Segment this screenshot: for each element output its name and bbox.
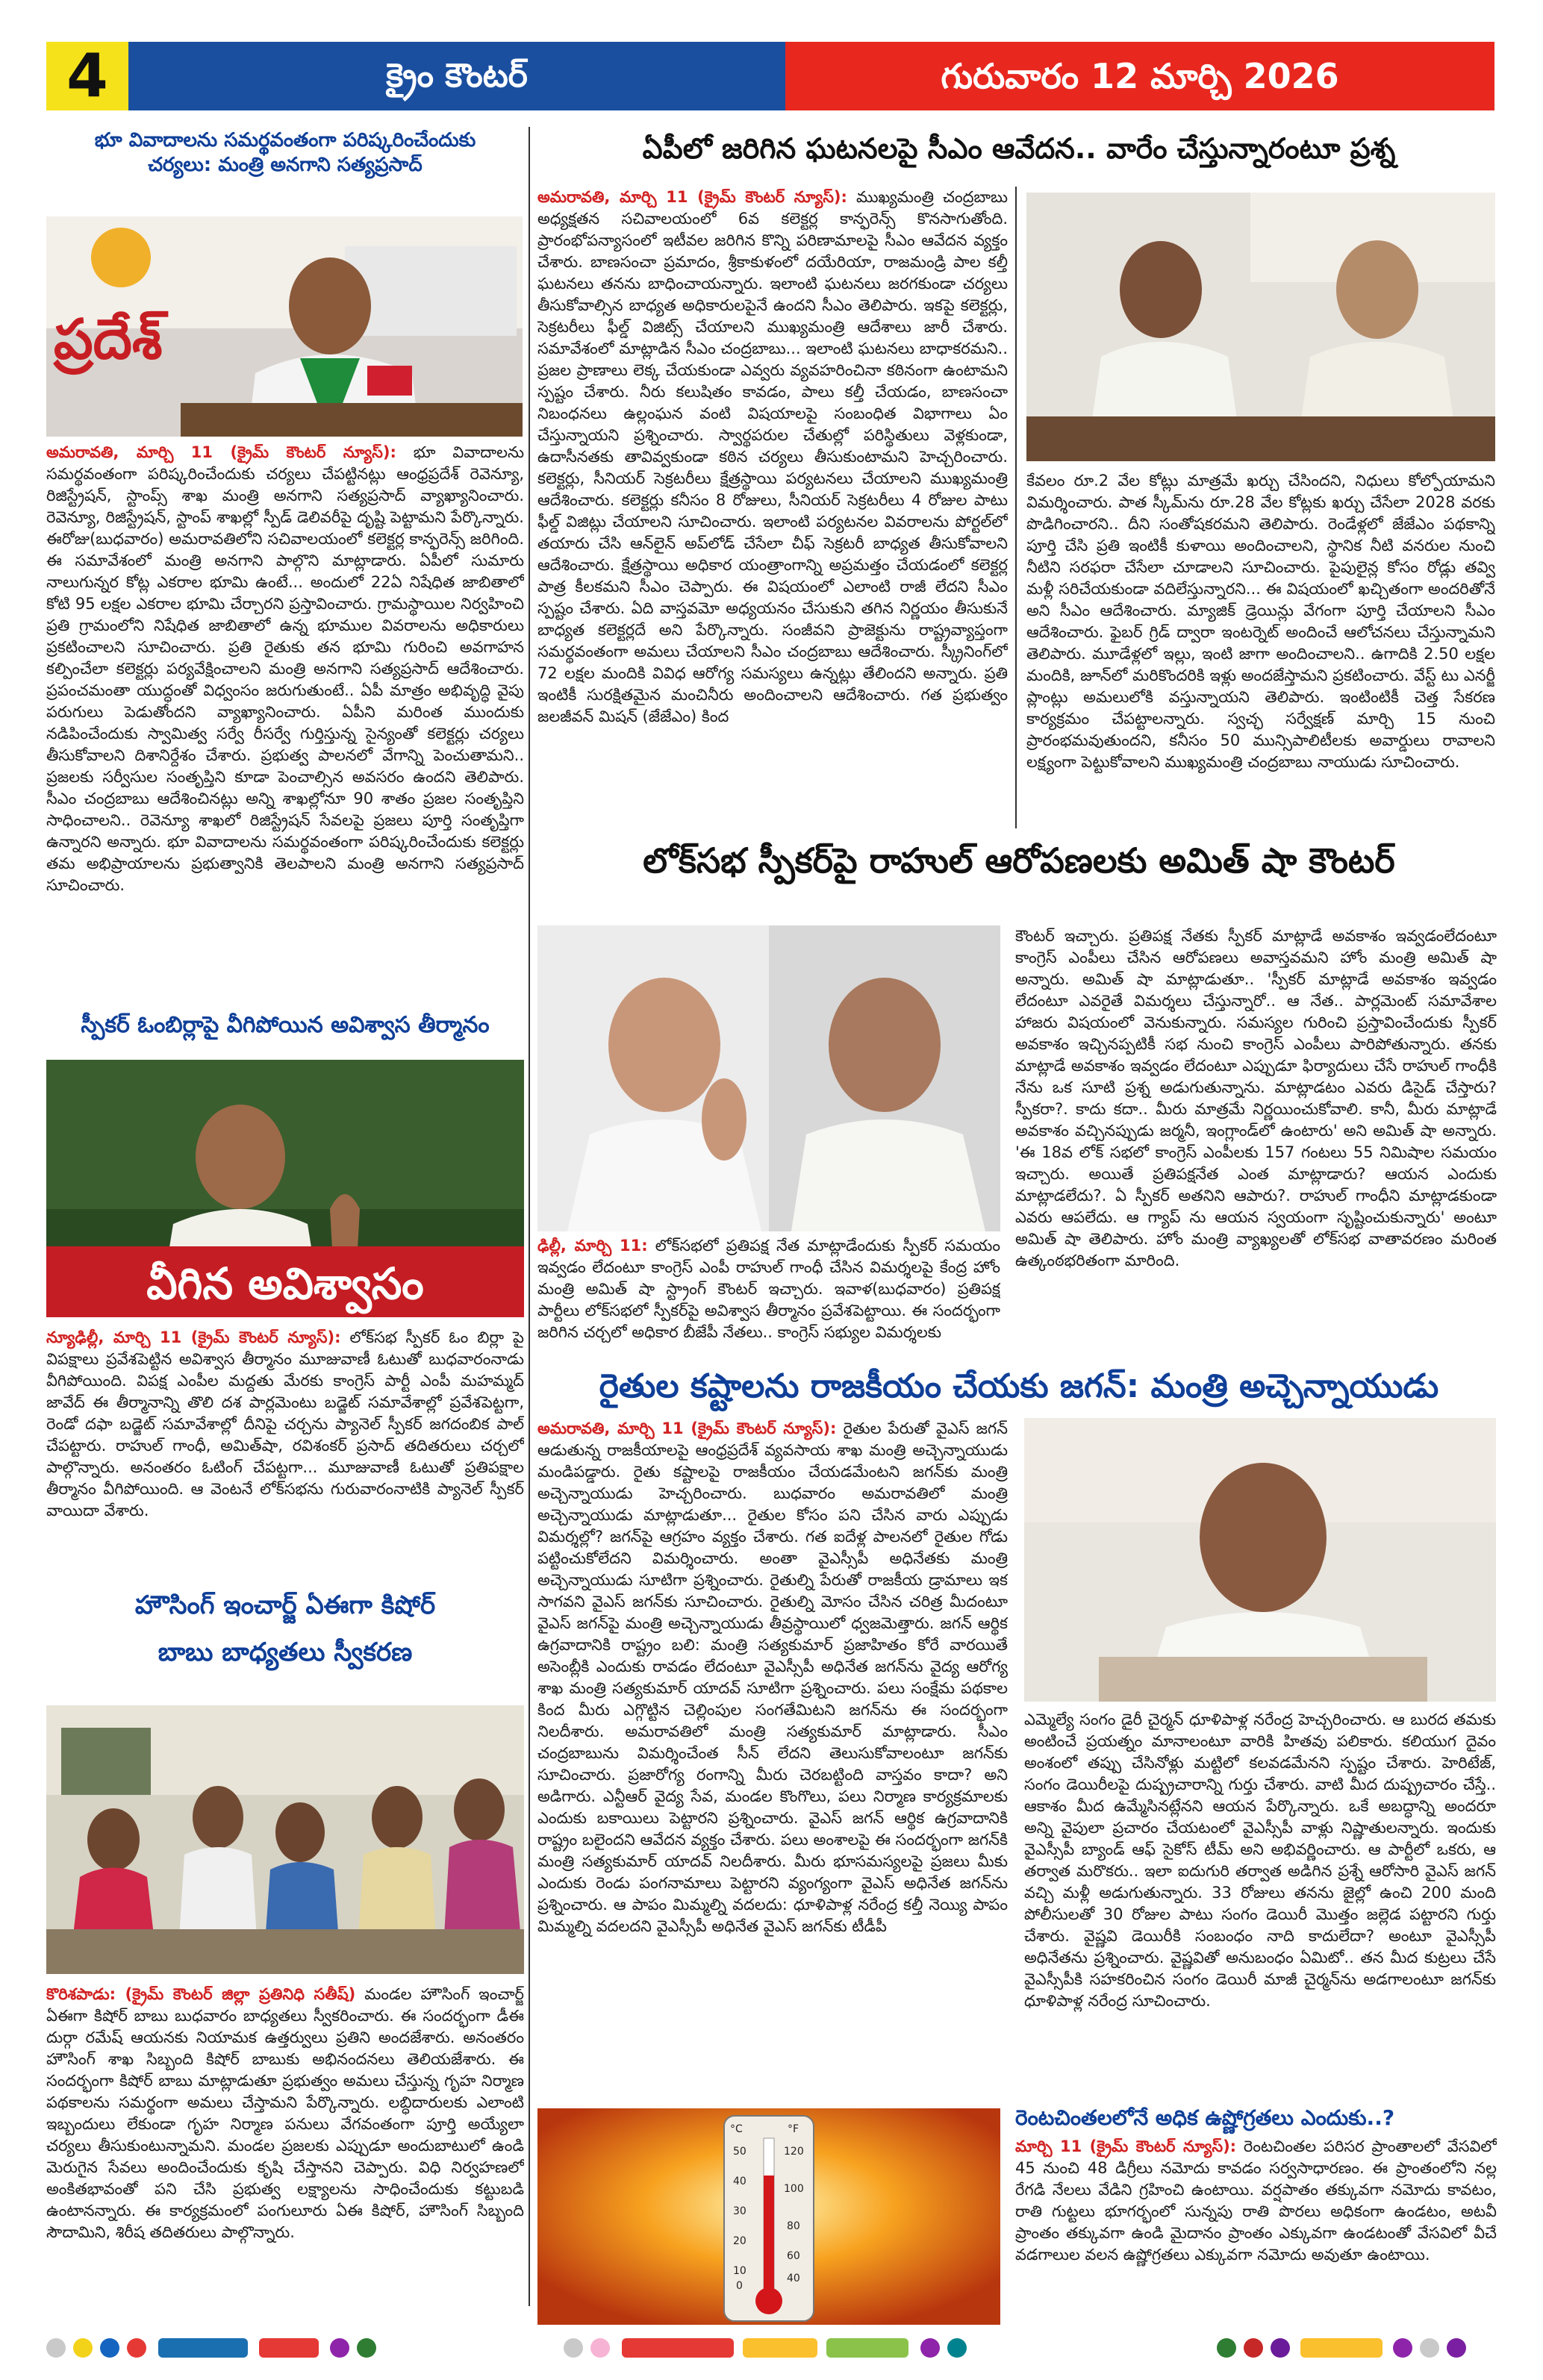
thermometer-tick: 40: [733, 2176, 746, 2187]
minister-anagani-photo: [46, 216, 523, 437]
section-title: క్రైం కౌంటర్: [128, 42, 785, 110]
land-body-text: భూ వివాదాలను సమర్థవంతంగా పరిష్కరించేందుకు చర్యలు చేపట్టినట్లు ఆంధ్రప్రదేశ్ రెవెన్యూ, రిజిస్ట్రేషన్, స్టాంప్స్ శాఖ మంత్రి అనగాని సత్యప్రసాద్ వ్యాఖ్యానించారు. రెవెన్యూ, రిజిస్ట్రేషన్, స్టాంప్ శాఖల్లో స్పీడ్ డెలివరీపై దృష్టి పెట్టామని పేర్కొన్నారు. ఈరోజు(బుధవారం) అమరావతిలోని సచివాలయంలో కలెక్టర్ల కాన్ఫరెన్స్ జరిగింది. ఈ సమావేశంలో మంత్రి అనగాని పాల్గొని మాట్లాడారు. ఏపీలో సుమారు నాలుగున్నర కోట్ల ఎకరాల భూమి ఉంటే... అందులో 22ఏ నిషేధిత జాబితాలో కోటి 95 లక్షల ఎకరాల భూమి చేర్చారని ప్రస్తావించారు. గ్రామస్థాయిల నిర్వహించి ప్రతి గ్రామంలోని నిషేధిత జాబితాలో ఉన్న భూముల వివరాలను అధికారులు ప్రకటించాలని సూచించారు. ప్రతి రైతుకు తన భూమి గురించి అవగాహన కల్పించేలా కలెక్టర్లు పర్యవేక్షించాలని మంత్రి అనగాని సత్యప్రసాద్ ఆదేశించారు. ప్రపంచమంతా యుద్ధంతో విధ్వంసం జరుగుతుంటే.. ఏపీ మాత్రం అభివృద్ధి వైపు పరుగులు పెడుతోందని వ్యాఖ్యానించారు. ఏపీని మరింత ముందుకు నడిపించేందుకు స్వామిత్వ సర్వే రీసర్వే గుర్తిస్తున్న సైన్యంతో కలెక్టర్లు చర్యలు తీసుకోవాలని దిశానిర్దేశం చేశారు. ప్రభుత్వ పాలనలో వేగాన్ని పెంచుతామని.. ప్రజలకు సర్వీసుల సంతృప్తిని కూడా పెంచాల్సిన అవసరం ఉందని తెలిపారు. సీఎం చంద్రబాబు ఆదేశించినట్లు అన్ని శాఖల్లోనూ 90 శాతం ప్రజల సంతృప్తిని సాధించాలని.. రెవెన్యూ శాఖలో రిజిస్ట్రేషన్ సేవలపై ప్రజలు పూర్తి సంతృప్తిగా ఉన్నారని అన్నారు. భూ వివాదాలను సమర్థవంతంగా పరిష్కరించేందుకు కలెక్టర్లు తమ అభిప్రాయాలను ప్రభుత్వానికి తెలపాలని మంత్రి అనగాని సత్యప్రసాద్ సూచించారు.: [46, 443, 524, 894]
thermometer-unit-f: °F: [788, 2123, 799, 2135]
speaker-body-text: లోక్‌సభ స్పీకర్ ఓం బిర్లా పై విపక్షాలు ప్రవేశపెట్టిన అవిశ్వాస తీర్మానం మూజువాణీ ఓటుతో బుధవారంనాడు వీగిపోయింది. విపక్ష ఎంపీల మద్దతు మేరకు కాంగ్రెస్ పార్టీ ఎంపీ మహమ్మద్ జావేద్ ఈ తీర్మానాన్ని తొలి దశ పార్లమెంటు బడ్జెట్ సమావేశాల్లో ప్రవేశపెట్టగా, రెండో దఫా బడ్జెట్ సమావేశాల్లో దీనిపై చర్చను ప్యానెల్ స్పీకర్ జగదంబిక పాల్ చేపట్టారు. రాహుల్ గాంధీ, అమిత్‌షా, రవిశంకర్ ప్రసాద్ తదితరులు చర్చలో పాల్గొన్నారు. అనంతరం ఓటింగ్ చేపట్టగా... మూజువాణీ ఓటుతో ప్రతిపక్షాల తీర్మానం వీగిపోయింది. ఆ వెంటనే లోక్‌సభను గురువారంనాటికి ప్యానెల్ స్పీకర్ వాయిదా వేశారు.: [46, 1328, 524, 1519]
farmers-body-text: రైతుల పేరుతో వైఎస్ జగన్ ఆడుతున్న రాజకీయాలపై ఆంధ్రప్రదేశ్ వ్యవసాయ శాఖ మంత్రి అచ్చెన్నాయుడు మండిపడ్డారు. రైతు కష్టాలపై రాజకీయం చేయడమేంటని జగన్‌కు మంత్రి అచ్చెన్నాయుడు హెచ్చరించారు. బుధవారం అమరావతిలో మంత్రి అచ్చెన్నాయుడు మాట్లాడుతూ... రైతుల కోసం పని చేసిన వారు ఎప్పుడు విమర్శల్లో? జగన్‌పై ఆగ్రహం వ్యక్తం చేశారు. గత ఐదేళ్ల పాలనలో రైతుల గోడు పట్టించుకోలేదని విమర్శించారు. అంతా వైఎస్సీపీ అధినేతకు మంత్రి అచ్చెన్నాయుడు సూటిగా ప్రశ్నించారు. రైతుల్ని పేరుతో రాజకీయ డ్రామాలు ఇక సాగవని వైఎస్ జగన్‌కు సూచించారు. రైతుల్ని మోసం చేసిన చరిత్ర మీదంటూ వైఎస్ జగన్‌పై మంత్రి అచ్చెన్నాయుడు తీవ్రస్థాయిలో ధ్వజమెత్తారు. జగన్ ఆర్థిక ఉగ్రవాదానికి రాష్ట్రం బలి: మంత్రి సత్యకుమార్ ప్రజాహితం కోరే వారయితే అసెంబ్లీకి ఎందుకు రావడం లేదంటూ వైఎస్సీపీ అధినేత జగన్‌ను వైద్య ఆరోగ్య శాఖ మంత్రి సత్యకుమార్ యాదవ్ సూటిగా ప్రశ్నించారు. పలు సంక్షేమ పథకాల కింద మీరు ఎగ్గొట్టిన చెల్లింపుల సంగతేమిటని జగన్‌ను ఈ సందర్భంగా నిలదీశారు. అమరావతిలో మంత్రి సత్యకుమార్ మాట్లాడారు. సీఎం చంద్రబాబును విమర్శించేంత సీన్ లేదని తెలుసుకోవాలంటూ జగన్‌కు సూచించారు. ప్రజారోగ్య రంగాన్ని మీరు చెరబట్టింది వాస్తవం కాదా? అని అడిగారు. ఎన్టీఆర్ వైద్య సేవ, మండల కొంగొలు, పలు నిర్మాణ కార్యక్రమాలకు ఎందుకు బకాయిలు పెట్టారని ప్రశ్నించారు. వైఎస్ జగన్ ఆర్థిక ఉగ్రవాదానికి రాష్ట్రం బలైందని ఆవేదన వ్యక్తం చేశారు. పలు అంశాలపై ఈ సందర్భంగా జగన్‌కి మంత్రి సత్యకుమార్ యాదవ్ నిలదీశారు. మీరు భూసమస్యలపై ప్రజలు మీకు ఎందుకు రెండు పంగనామాలు పెట్టారని వ్యంగ్యంగా వైఎస్ అధినేత జగన్‌ను ప్రశ్నించారు. ఆ పాపం మిమ్మల్ని వదలదు: ధూళిపాళ్ల నరేంద్ర కల్తీ నెయ్యి పాపం మిమ్మల్ని వదలదని వైఎస్సీపీ అధినేత వైఎస్ జగన్‌కు టీడీపీ: [537, 1419, 1008, 1935]
minister-atchannaidu-photo: [1024, 1418, 1496, 1702]
housing-headline-line2: బాబు బాధ్యతలు స్వీకరణ: [158, 1637, 413, 1667]
speaker-headline: స్పీకర్ ఓంబిర్లాపై వీగిపోయిన అవిశ్వాస తీర్మానం: [81, 1012, 490, 1038]
column-rule: [1015, 187, 1017, 828]
thermometer-tick: 20: [733, 2235, 746, 2247]
thermometer-tick: 50: [733, 2146, 746, 2158]
thermometer-tick: 60: [787, 2250, 800, 2262]
farmers-headline: రైతుల కష్టాలను రాజకీయం చేయకు జగన్: మంత్రి అచ్చెన్నాయుడు: [599, 1367, 1439, 1405]
thermometer-tick: 30: [733, 2205, 746, 2217]
farmers-article-body: [537, 1418, 1008, 2105]
housing-body-text: మండల హౌసింగ్ ఇంచార్జ్ ఏఈగా కిషోర్ బాబు బుధవారం బాధ్యతలు స్వీకరించారు. ఈ సందర్భంగా డీఈ దుర్గా రమేష్ ఆయనకు నియామక ఉత్తర్వులు ప్రతిని అందజేశారు. అనంతరం హౌసింగ్ శాఖ సిబ్బంది కిషోర్ బాబుకు అభినందనలు తెలియజేశారు. ఈ సందర్భంగా కిషోర్ బాబు మాట్లాడుతూ ప్రభుత్వం అమలు చేస్తున్న గృహ నిర్మాణ పథకాలను సమర్థంగా అమలు చేస్తామని పేర్కొన్నారు. లబ్ధిదారులకు ఎలాంటి ఇబ్బందులు లేకుండా గృహ నిర్మాణ పనులు వేగవంతంగా పూర్తి అయ్యేలా చర్యలు తీసుకుంటున్నామని. మండల ప్రజలకు ఎప్పుడూ అందుబాటులో ఉండి మెరుగైన సేవలు అందించేందుకు కృషి చేస్తానని చెప్పారు. విధి నిర్వహణలో అంకితభావంతో పని చేసి ప్రభుత్వ లక్ష్యాలను సాధించేందుకు కట్టుబడి ఉంటానన్నారు. ఈ కార్యక్రమంలో పంగులూరు ఏఈ కిషోర్, హౌసింగ్ సిబ్బంది సౌదామిని, శిరీష తదితరులు పాల్గొన్నారు.: [46, 1985, 524, 2241]
heat-dateline: మార్చి 11 (క్రైమ్ కౌంటర్ న్యూస్):: [1015, 2137, 1237, 2155]
housing-dateline: కొరిశపాడు: (క్రైమ్ కౌంటర్ జిల్లా ప్రతినిధి సతీష్): [46, 1985, 356, 2003]
housing-headline-line1: హౌసింగ్ ఇంచార్జ్ ఏఈగా కిషోర్: [134, 1590, 436, 1620]
amit-shah-article-continued: కౌంటర్ ఇచ్చారు. ప్రతిపక్ష నేతకు స్పీకర్ మాట్లాడే అవకాశం ఇవ్వడంలేదంటూ కాంగ్రెస్ ఎంపీలు చేసిన ఆరోపణలు అవాస్తవమని హోం మంత్రి అమిత్ షా అన్నారు. అమిత్ షా మాట్లాడుతూ.. 'స్పీకర్ మాట్లాడే అవకాశం ఇవ్వడం లేదంటూ ఎవరైతే విమర్శలు చేస్తున్నారో.. ఆ నేత.. పార్లమెంట్ సమావేశాల హాజరు విషయంలో వెనుకున్నారు. సమస్యల గురించి ప్రస్తావించేందుకు స్పీకర్ అవకాశం ఇచ్చినప్పటికీ సభ నుంచి కాంగ్రెస్ ఎంపీలు పారిపోతున్నారు. తనకు మాట్లాడే అవకాశం ఇవ్వడం లేదంటూ ఎప్పుడూ ఫిర్యాదులు చేసే రాహుల్ గాంధీకి నేను ఒక సూటి ప్రశ్న అడుగుతున్నాను. మాట్లాడటం ఎవరు డిసైడ్ చేస్తారు? స్పీకరా?. కాదు కదా.. మీరు మాత్రమే నిర్ణయించుకోవాలి. కానీ, మీరు మాట్లాడే అవకాశం వచ్చినప్పుడు జర్మనీ, ఇంగ్లాండ్‌లో ఉంటారు' అని అమిత్ షా అన్నారు. 'ఈ 18వ లోక్ సభలో కాంగ్రెస్ ఎంపీలకు 157 గంటలు 55 నిమిషాల సమయం ఇచ్చారు. అయితే ప్రతిపక్షనేత ఎంత మాట్లాడారు? ఆయన ఎందుకు మాట్లాడలేదు?. ఏ స్పీకర్ అతనిని ఆపారు?. రాహుల్ గాంధీని మాట్లాడకుండా ఎవరు ఆపలేదు. ఆ గ్యాప్ ను ఆయన స్వయంగా సృష్టించుకున్నారు' అంటూ అమిత్ షా తెలిపారు. హోం మంత్రి వ్యాఖ్యలతో లోక్‌సభ వాతావరణం మరింత ఉత్కంఠభరితంగా మారింది.: [1015, 927, 1497, 1269]
thermometer-tick: 100: [784, 2183, 804, 2195]
heat-headline: రెంటచింతలలోనే అధిక ఉష్ణోగ్రతలు ఎందుకు..?: [1015, 2105, 1395, 2130]
amit-shah-headline: లోక్‌సభ స్పీకర్‌పై రాహుల్ ఆరోపణలకు అమిత్ షా కౌంటర్: [643, 840, 1395, 881]
land-headline-line1: భూ వివాదాలను సమర్థవంతంగా పరిష్కరించేందుకు: [94, 129, 476, 152]
speaker-image-caption: వీగిన అవిశ్వాసం: [146, 1258, 424, 1309]
cm-dateline: అమరావతి, మార్చి 11 (క్రైమ్ కౌంటర్ న్యూస్):: [537, 188, 847, 206]
speaker-dateline: న్యూఢిల్లీ, మార్చి 11 (క్రైమ్ కౌంటర్ న్యూస్):: [46, 1328, 341, 1346]
cm-article-continued: కేవలం రూ.2 వేల కోట్లు మాత్రమే ఖర్చు చేసిందని, నిధులు కోల్పోయామని విమర్శించారు. పాత స్కీమ్‌ను రూ.28 వేల కోట్లకు ఖర్చు చేసేలా 2028 వరకు పొడిగించారని.. దీని సంతోషకరమని తెలిపారు. రెండేళ్లలో జేజేఎం పథకాన్ని పూర్తి చేసి ప్రతి ఇంటికీ కుళాయి అందించాలని, స్థానిక నీటి వనరుల నుంచి నీటిని సరఫరా చేసేలా చూడాలని సూచించారు. పైపులైన్ల కోసం రోడ్లు తవ్వి మళ్లీ సరిచేయకుండా వదిలేస్తున్నారని... ఈ విషయంలో ఖచ్చితంగా అందరితోనే అని సీఎం ఆదేశించారు. మ్యాజిక్ డ్రెయిన్లు వేగంగా పూర్తి చేయాలని సీఎం ఆదేశించారు. ఫైబర్ గ్రిడ్ ద్వారా ఇంటర్నెట్ అందించే ఆలోచనలు చేస్తున్నామని తెలిపారు. మూడేళ్లలో ఇల్లు, ఇంటి జాగా అందించాలని.. ఉగాదికి 2.50 లక్షల మందికి, జూన్‌లో మరికొందరికి ఇళ్లు అందజేస్తామని ప్రకటించారు. వేస్ట్ టు ఎనర్జీ ప్లాంట్లు అమలులోకి వస్తున్నాయని తెలిపారు. ఇంటింటికీ చెత్త సేకరణ కార్యక్రమం చేపట్టాలన్నారు. స్వచ్ఛ సర్వేక్షణ్ మార్చి 15 నుంచి ప్రారంభమవుతుందని, కనీసం 50 మున్సిపాలిటీలకు అవార్డులు రావాలని లక్ష్యంగా పెట్టుకోవాలని ముఖ్యమంత్రి చంద్రబాబు నాయుడు సూచించారు.: [1026, 472, 1495, 771]
footer-color-strip-right: [1217, 2338, 1497, 2361]
speaker-article-body: [46, 1327, 524, 1592]
heat-article-body: [1015, 2136, 1497, 2323]
column-rule: [529, 127, 530, 2306]
land-headline: [46, 128, 524, 177]
land-headline-line2: చర్యలు: మంత్రి అనగాని సత్యప్రసాద్: [148, 153, 423, 176]
footer-color-strip-center: [564, 2338, 982, 2361]
footer-color-strip-left: [46, 2338, 524, 2361]
svg-text:ప్రదేశ్: ప్రదేశ్: [54, 307, 163, 372]
housing-article-body: [46, 1984, 524, 2305]
amit-shah-article-body: [537, 1235, 1000, 1355]
amit-shah-body-text: లోక్‌సభలో ప్రతిపక్ష నేత మాట్లాడేందుకు స్పీకర్ సమయం ఇవ్వడం లేదంటూ కాంగ్రెస్ ఎంపీ రాహుల్ గాంధీ చేసిన విమర్శలపై కేంద్ర హోం మంత్రి అమిత్ షా స్ట్రాంగ్ కౌంటర్ ఇచ్చారు. ఇవాళ(బుధవారం) ప్రతిపక్ష పార్టీలు లోక్‌సభలో స్పీకర్‌పై అవిశ్వాస తీర్మానం ప్రవేశపెట్టాయి. ఈ సందర్భంగా జరిగిన చర్చలో అధికార బీజేపీ నేతలు.. కాంగ్రెస్ సభ్యుల విమర్శలకు: [537, 1237, 1000, 1341]
cm-body-text: ముఖ్యమంత్రి చంద్రబాబు అధ్యక్షతన సచివాలయంలో 6వ కలెక్టర్ల కాన్ఫరెన్స్ కొనసాగుతోంది. ప్రారంభోపన్యాసంలో ఇటీవల జరిగిన కొన్ని పరిణామాలపై సీఎం ఆవేదన వ్యక్తం చేశారు. బాణసంచా ప్రమాదం, శ్రీకాకుళంలో దయేరియా, రాజమండ్రి పాల కల్తీ ఘటనలు తనను బాధించాయన్నారు. ఇలాంటి ఘటనలు జరగకుండా చర్యలు తీసుకోవాల్సిన బాధ్యత అధికారులపైనే ఉందని సీఎం తెలిపారు. ఇకపై కలెక్టర్లు, సెక్రటరీలు ఫీల్డ్ విజిట్స్ చేయాలని ముఖ్యమంత్రి ఆదేశాలు జారీ చేశారు. సమావేశంలో మాట్లాడిన సీఎం చంద్రబాబు... ఇలాంటి ఘటనలు బాధాకరమని.. ప్రజల ప్రాణాలు లెక్క చేయకుండా ఎవ్వరు వ్యవహరించినా కఠినంగా ఉంటామని స్పష్టం చేశారు. నీరు కలుషితం కావడం, పాలు కల్తీ చేయడం, బాణసంచా నిబంధనలు ఉల్లంఘన వంటి విషయాలపై సంబంధిత విభాగాలు ఏం చేస్తున్నాయని ప్రశ్నించారు. స్వార్థపరుల చేతుల్లో పరిస్థితులు వెళ్లకుండా, ఉదాసీనతకు తావివ్వకుండా కఠిన చర్యలు తీసుకుంటామని హెచ్చరించారు. కలెక్టర్లు, సీనియర్ సెక్రటరీలు క్షేత్రస్థాయి పర్యటనలు చేయాలని ముఖ్యమంత్రి ఆదేశించారు. కలెక్టర్లు కనీసం 8 రోజులు, సీనియర్ సెక్రటరీలు 4 రోజుల పాటు ఫీల్డ్ విజిట్లు చేయాలని సూచించారు. ఇలాంటి పర్యటనల వివరాలను పోర్టల్‌లో తయారు చేసి ఆన్‌లైన్ అప్‌లోడ్ చేసేలా చీఫ్ సెక్రటరీ బాధ్యత తీసుకోవాలని ఆదేశించారు. క్షేత్రస్థాయి అధికార యంత్రాంగాన్ని అప్రమత్తం చేయడంలో కలెక్టర్ల పాత్ర కీలకమని సీఎం చెప్పారు. ఈ విషయంలో ఎలాంటి రాజీ లేదని సీఎం స్పష్టం చేశారు. ఏది వాస్తవమో అధ్యయనం చేసుకుని తగిన నిర్ణయం తీసుకునే బాధ్యత కలెక్టర్లదే అని పేర్కొన్నారు. సంజీవని ప్రాజెక్టును రాష్ట్రవ్యాప్తంగా సమర్థవంతంగా అమలు చేయాలని సీఎం చంద్రబాబు ఆదేశించారు. స్క్రీనింగ్‌లో 72 లక్షల మందికి వివిధ ఆరోగ్య సమస్యలు ఉన్నట్లు తేలిందని అన్నారు. ప్రతి ఇంటికీ సురక్షితమైన మంచినీరు అందించాలని ఆదేశించారు. గత ప్రభుత్వం జలజీవన్ మిషన్ (జేజేఎం) కింద: [537, 188, 1008, 725]
cm-pawan-kalyan-photo: [1026, 193, 1495, 461]
thermometer-tick: 0: [736, 2280, 743, 2292]
thermometer-tick: 120: [784, 2146, 804, 2158]
land-article-body: [46, 442, 524, 1039]
housing-office-photo: [46, 1705, 524, 1974]
land-dateline: అమరావతి, మార్చి 11 (క్రైమ్ కౌంటర్ న్యూస్):: [46, 443, 396, 461]
page-number: 4: [46, 42, 128, 110]
rahul-amit-shah-photo: [537, 925, 1000, 1231]
issue-date: గురువారం 12 మార్చి 2026: [785, 42, 1494, 110]
amit-shah-dateline: ఢిల్లీ, మార్చి 11:: [537, 1237, 648, 1255]
cm-headline: ఏపీలో జరిగిన ఘటనలపై సీఎం ఆవేదన.. వారేం చేస్తున్నారంటూ ప్రశ్న: [642, 132, 1396, 165]
farmers-article-continued: ఎమ్మెల్యే సంగం డైరీ చైర్మన్ ధూళిపాళ్ల నరేంద్ర హెచ్చరించారు. ఆ బురద తమకు అంటించే ప్రయత్నం మానాలంటూ వారికి హితవు పలికారు. కలియుగ దైవం అంశంలో తప్పు చేసినోళ్లు మట్టిలో కలవడమేనని స్పష్టం చేశారు. హెరిటేజ్, సంగం డెయిరీలపై దుష్ప్రచారాన్ని గుర్తు చేశారు. వాటి మీద దుష్ప్రచారం చేస్తే.. ఆకాశం మీద ఉమ్మేసినట్లేనని ఆయన పేర్కొన్నారు. ఒకే అబద్ధాన్ని అందరూ అన్ని వైపులా ప్రచారం చేయటంలో వైఎస్సీపీ వాళ్లు నిష్ణాతులన్నారు. ఇందుకు వైఎస్సీపీ బ్యాండ్ ఆఫ్ సైకోస్ టీమ్ అని అభివర్ణించారు. ఆ పార్టీలో ఒకరు, ఆ తర్వాత మరొకరు.. ఇలా ఐదుగురి తర్వాత అడిగిన ప్రశ్నే ఆరోసారి వైఎస్ జగన్ వచ్చి మళ్లీ అడుగుతున్నారు. 33 రోజులు తనను జైల్లో ఉంచి 200 మంది పోలీసులతో 30 రోజుల పాటు సంగం డెయిరీ మొత్తం జల్లెడ పట్టారని గుర్తు చేశారు. వైష్ణవి డెయిరీకి సంబంధం నాది కాదులేదా? అంటూ వైఎస్సీపీ అధినేతను ప్రశ్నించారు. వైష్ణవితో అనుబంధం ఏమిటో.. తన మీద కుట్రలు చేసే వైఎస్సీపీకి సహకరించిన సంగం డెయిరీ మాజీ చైర్మన్‌ను అడగాలంటూ జగన్‌కు ధూళిపాళ్ల నరేంద్ర సూచించారు.: [1024, 1711, 1496, 2010]
thermometer-tick: 40: [787, 2273, 800, 2284]
heat-body-text: రెంటచింతల పరిసర ప్రాంతాలలో వేసవిలో 45 నుంచి 48 డిగ్రీలు నమోదు కావడం సర్వసాధారణం. ఈ ప్రాంతంలోని నల్ల రేగడి నేలలు వేడిని గ్రహించి ఉంటాయి. వర్షపాతం తక్కువగా నమోదు కావటం, రాతి గుట్టలు భూగర్భంలో సున్నపు రాతి పొరలు అధికంగా ఉండటం, అటవీ ప్రాంతం తక్కువగా ఉండి మైదానం ప్రాంతం ఎక్కువగా ఉండటంతో వేసవిలో వీచే వడగాలుల వలన ఉష్ణోగ్రతలు ఎక్కువగా నమోదు అవుతూ ఉంటాయి.: [1015, 2137, 1497, 2264]
thermometer-tick: 10: [733, 2265, 746, 2277]
farmers-dateline: అమరావతి, మార్చి 11 (క్రైమ్ కౌంటర్ న్యూస్):: [537, 1419, 837, 1437]
thermometer-photo: [537, 2108, 1000, 2325]
housing-headline: [46, 1590, 524, 1668]
cm-article-body: [537, 187, 1008, 828]
thermometer-tick: 80: [787, 2220, 800, 2232]
thermometer-unit-c: °C: [730, 2123, 743, 2135]
